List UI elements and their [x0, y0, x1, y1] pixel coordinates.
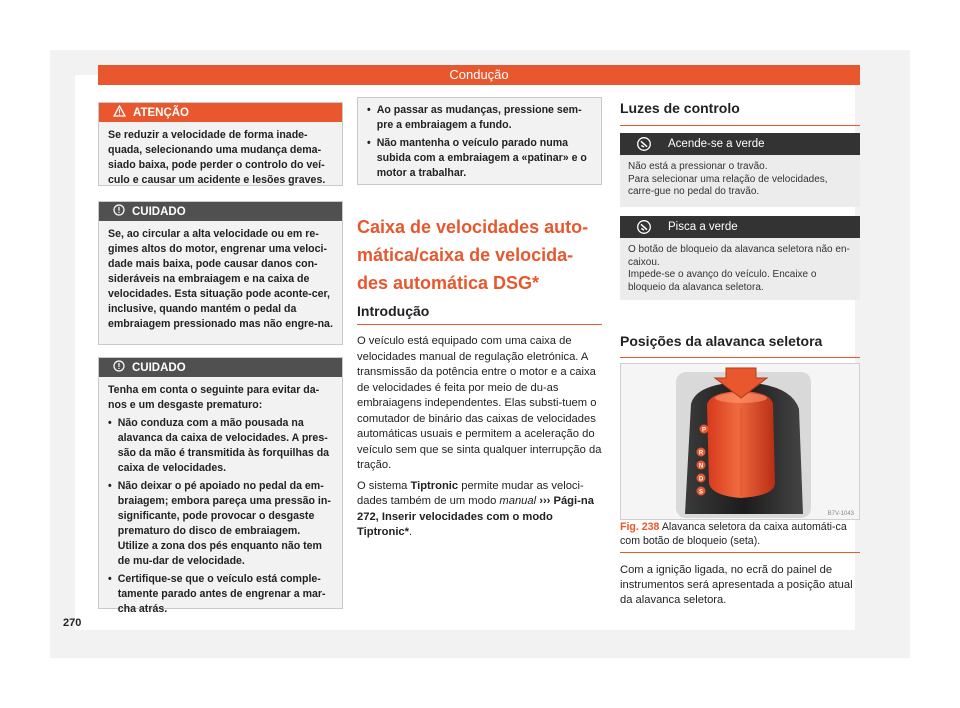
warning-text: Se reduzir a velocidade de forma inade-quada, selecionando uma mudança dema-siado baixa, pode perder o controlo do veí-culo e causar um acidente e lesões graves.: [108, 129, 326, 186]
gear-letter-p: P: [701, 427, 707, 434]
bullet-text: Não deixar o pé apoiado no pedal da em-braiagem; embora pareça uma pressão in-significante, pode provocar o desgaste prematuro do disco de embraiagem. Utilize a zona dos pés enquanto não tem de mu-dar de velocidade.: [117, 480, 331, 567]
page-reference-link[interactable]: ››› Pági-na 272, Inserir velocidades com o modo Tiptronic*: [357, 495, 594, 538]
heading-rule: [620, 125, 860, 126]
warning-box: [98, 102, 343, 186]
caution-continued-body: [358, 98, 601, 185]
positions-paragraph: Com a ignição ligada, no ecrã do painel de instrumentos será apresentada a posição atual da alavanca seletora.: [620, 564, 853, 606]
control-lights-title: Luzes de controlo: [620, 100, 740, 116]
caution-intro: Tenha em conta o seguinte para evitar da-nos e um desgaste prematuro:: [108, 384, 320, 411]
section-title: Caixa de velocidades auto-mática/caixa de velocida-des automática DSG*: [357, 217, 589, 293]
figure-caption-text: Alavanca seletora da caixa automáti-ca com botão de bloqueio (seta).: [620, 521, 847, 547]
section-title-block: [357, 213, 602, 297]
tiptronic-term: Tiptronic: [410, 479, 459, 492]
text-run: permite mudar as veloci-dades também de um modo: [357, 479, 584, 507]
caution-title-1: CUIDADO: [132, 205, 186, 218]
caption-rule: [620, 552, 860, 553]
warning-header: [99, 103, 342, 122]
gear-selector-illustration: [621, 364, 860, 520]
subhead-rule: [357, 324, 602, 325]
caution-title-2: CUIDADO: [132, 361, 186, 374]
positions-title: Posições da alavanca seletora: [620, 333, 823, 349]
caution-text-1: Se, ao circular a alta velocidade ou em re-gimes altos do motor, engrenar uma veloci-dade mais baixa, pode causar danos con-sideráveis na embraiagem e na caixa de velocidades. Esta situação pode aconte-cer, inclusive, quando mantém o pedal da embraiagem pressionado mas não engre-na.: [108, 228, 333, 330]
bullet-text: Não conduza com a mão pousada na alavanca da caixa de velocidades. A pres-são da mão é transmitida às forquilhas da caixa de velocidades.: [117, 417, 330, 474]
indicator-label: Acende-se a verde: [668, 138, 765, 150]
subhead-block: [357, 303, 602, 325]
indicator-bar: [620, 216, 860, 238]
control-light-green-blink: [620, 216, 860, 300]
caution-header-1: [99, 202, 342, 221]
indicator-bar: [620, 133, 860, 155]
positions-text: [620, 563, 860, 608]
figure-caption: [620, 521, 860, 553]
bullet-text: Não mantenha o veículo parado numa subida com a embraiagem a «patinar» e o motor a trabalhar.: [376, 137, 587, 179]
selector-lever-figure: [620, 363, 860, 520]
indicator-description: Não está a pressionar o travão. Para selecionar uma relação de velocidades, carre-gue no pedal do travão.: [620, 155, 860, 207]
caution-circle-icon: [113, 204, 125, 219]
caution-body-2: [99, 377, 342, 621]
bullet-item: • Não deixar o pé apoiado no pedal da em-braiagem; embora pareça uma pressão in-significante, pode provocar o desgaste prematuro do disco de embraiagem. Utilize a zona dos pés enquanto não tem de mu-dar de velocidade.: [108, 479, 333, 569]
warning-title: ATENÇÃO: [133, 106, 190, 119]
gear-letter-d: D: [698, 476, 704, 483]
text-run: .: [409, 526, 413, 538]
intro-text: [357, 334, 602, 541]
bullet-text: Ao passar as mudanças, pressione sem-pre a embraiagem a fundo.: [376, 104, 582, 131]
warning-triangle-icon: [113, 105, 126, 120]
brake-pedal-lamp-icon: [620, 219, 668, 235]
caution-circle-icon: [113, 360, 125, 375]
positions-heading: [620, 333, 860, 358]
intro-paragraph: O veículo está equipado com uma caixa de velocidades manual de regulação eletrónica. A transmissão da potência entre o motor e a caixa de velocidades é feita por meio de du-as embraiagens independentes. Elas substi-tuem o comutador de binário das caixas de velocidades automáticas usuais e permitem a aceleração do veículo sem que se sinta qualquer interrupção da tração.: [357, 335, 602, 471]
heading-rule: [620, 357, 860, 358]
indicator-label: Pisca a verde: [668, 221, 738, 233]
brake-pedal-lamp-icon: [620, 136, 668, 152]
figure-code: B7V-1043: [827, 511, 854, 517]
control-light-green-on: [620, 133, 860, 207]
bullet-text: Certifique-se que o veículo está comple-tamente parado antes de engrenar a mar-cha atrás.: [117, 573, 326, 615]
caution-box-2: [98, 357, 343, 615]
figure-number: Fig. 238: [620, 521, 660, 533]
running-header: [98, 65, 860, 85]
caution-header-2: [99, 358, 342, 377]
indicator-description: O botão de bloqueio da alavanca seletora não en-caixou. Impede-se o avanço do veículo. Encaixe o bloqueio da alavanca seletora.: [620, 238, 860, 300]
text-run: O sistema: [357, 479, 411, 492]
header-title: Condução: [449, 67, 509, 82]
manual-term: manual: [499, 495, 537, 507]
bullet-item: • Não conduza com a mão pousada na alavanca da caixa de velocidades. A pres-são da mão é transmitida às forquilhas da caixa de velocidades.: [108, 416, 333, 476]
caution-continued-box: [357, 97, 602, 185]
caution-box-1: [98, 201, 343, 345]
subhead-introducao: Introdução: [357, 303, 430, 319]
gear-letter-s: S: [698, 489, 704, 496]
page-number: 270: [63, 617, 82, 629]
gear-letter-r: R: [698, 450, 704, 457]
bullet-item: • Não mantenha o veículo parado numa subida com a embraiagem a «patinar» e o motor a trabalhar.: [367, 136, 592, 181]
bullet-item: • Ao passar as mudanças, pressione sem-pre a embraiagem a fundo.: [367, 103, 592, 133]
gear-letter-n: N: [698, 463, 704, 470]
tiptronic-paragraph: [357, 479, 602, 541]
control-lights-heading: [620, 100, 860, 126]
bullet-item: • Certifique-se que o veículo está comple-tamente parado antes de engrenar a mar-cha atrás.: [108, 572, 333, 617]
